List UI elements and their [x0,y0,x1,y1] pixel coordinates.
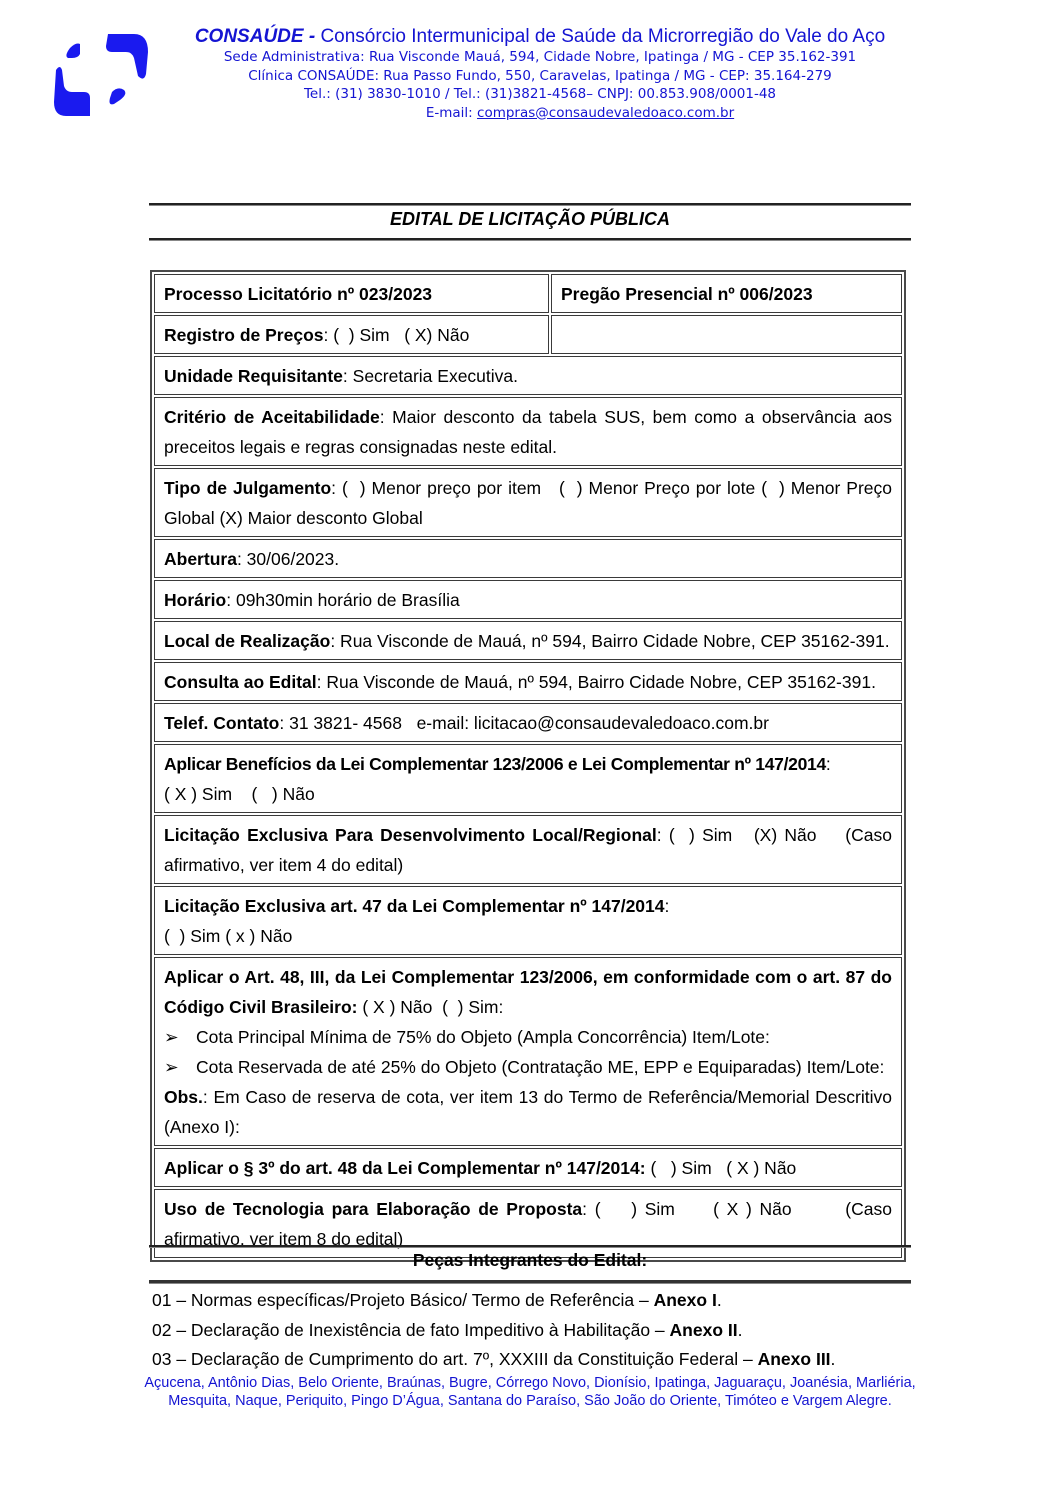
list-item: 03 – Declaração de Cumprimento do art. 7º, XXXIII da Constituição Federal – Anexo III. [152,1349,836,1369]
org-abbr: CONSAÚDE - [194,26,316,47]
pecas-rule-bottom [149,1280,911,1284]
consaude-logo-icon [48,30,152,120]
empty-cell [551,315,902,354]
table-row [153,1147,903,1188]
table-row [153,396,903,467]
table-row [153,355,903,396]
phones-cnpj: Tel.: (31) 3830-1010 / Tel.: (31)3821-4568– CNPJ: 00.853.908/0001-48 [303,86,777,102]
table-row [153,273,903,314]
local-cell: Local de Realização: Rua Visconde de Mauá, nº 594, Bairro Cidade Nobre, CEP 35162-391. [154,621,902,660]
beneficios-cell: Aplicar Benefícios da Lei Complementar 123/2006 e Lei Complementar nº 147/2014: ( X ) Sim ( ) Não [154,744,902,813]
list-item: ➢ Cota Reservada de até 25% do Objeto (Contratação ME, EPP e Equiparadas) Item/Lote: [164,1052,892,1082]
exclusiva-local-cell: Licitação Exclusiva Para Desenvolvimento Local/Regional: ( ) Sim (X) Não (Caso afirmativo, ver item 4 do edital) [154,815,902,884]
table-row [153,661,903,702]
email-line [160,104,920,123]
org-title [160,26,920,48]
unidade-cell: Unidade Requisitante: Secretaria Executiva. [154,356,902,395]
address-clinic: Clínica CONSAÚDE: Rua Passo Fundo, 550, Caravelas, Ipatinga / MG - CEP: 35.164-279 [248,67,832,84]
par3-cell: Aplicar o § 3º do art. 48 da Lei Complementar nº 147/2014: ( ) Sim ( X ) Não [154,1148,902,1187]
pregao-cell: Pregão Presencial nº 006/2023 [551,274,902,313]
obs-note: Obs.: Em Caso de reserva de cota, ver item 13 do Termo de Referência/Memorial Descritivo (Anexo I): [164,1087,892,1137]
table-row [153,538,903,579]
list-item: 02 – Declaração de Inexistência de fato Impeditivo à Habilitação – Anexo II. [152,1319,743,1340]
tipo-julgamento-cell: Tipo de Julgamento: ( ) Menor preço por item ( ) Menor Preço por lote ( ) Menor Preço Global (X) Maior desconto Global [154,468,902,537]
table-row [153,885,903,956]
title-rule-top [149,203,911,206]
email-label: E-mail: [425,104,473,121]
address-admin: Sede Administrativa: Rua Visconde Mauá, 594, Cidade Nobre, Ipatinga / MG - CEP 35.162-391 [223,49,857,65]
footer-line-1: Açucena, Antônio Dias, Belo Oriente, Braúnas, Bugre, Córrego Novo, Dionísio, Ipatinga, Jaguaraçu, Joanésia, Marliéria, [144,1375,916,1391]
exclusiva-art47-cell: Licitação Exclusiva art. 47 da Lei Complementar nº 147/2014: ( ) Sim ( x ) Não [154,886,902,955]
processo-cell: Processo Licitatório nº 023/2023 [154,274,549,313]
member-municipalities-footer [90,1374,970,1410]
consulta-cell: Consulta ao Edital: Rua Visconde de Mauá, nº 594, Bairro Cidade Nobre, CEP 35162-391. [154,662,902,701]
pecas-title: Peças Integrantes do Edital: [412,1250,648,1270]
title-rule-bottom [149,238,911,241]
table-row [153,314,903,355]
arrowhead-bullet-icon: ➢ [164,1057,179,1077]
letterhead [160,26,920,122]
footer-line-2: Mesquita, Naque, Periquito, Pingo D’Água, Santana do Paraíso, São João do Oriente, Timóteo e Vargem Alegre. [168,1393,892,1409]
org-name: Consórcio Intermunicipal de Saúde da Microrregião do Vale do Aço [320,26,886,47]
list-item: ➢ Cota Principal Mínima de 75% do Objeto (Ampla Concorrência) Item/Lote: [164,1022,892,1052]
table-row [153,956,903,1147]
criterio-cell: Critério de Aceitabilidade: Maior desconto da tabela SUS, bem como a observância aos preceitos legais e regras consignadas neste edital. [154,397,902,466]
tecnologia-cell: Uso de Tecnologia para Elaboração de Proposta: ( ) Sim ( X ) Não (Caso afirmativo, ver item 8 do edital) [154,1189,902,1258]
table-row [153,743,903,814]
email-link[interactable]: compras@consaudevaledoaco.com.br [477,104,735,121]
abertura-cell: Abertura: 30/06/2023. [154,539,902,578]
table-row [153,702,903,743]
list-item: 01 – Normas específicas/Projeto Básico/ Termo de Referência – Anexo I. [152,1290,722,1310]
table-row [153,579,903,620]
art48-cell: Aplicar o Art. 48, III, da Lei Complementar 123/2006, em conformidade com o art. 87 do Código Civil Brasileiro: ( X ) Não ( ) Sim: ➢ Cota Principal Mínima de 75% do Objeto (Ampla Concorrência) Item/Lote: ➢ Cota Reservada de até 25% do Objeto (Contratação ME, EPP e Equiparadas) Item/Lote: Obs.: Em Caso de reserva de cota, ver item 13 do Termo de Referência/Memorial Descritivo (Anexo I): [154,957,902,1146]
pecas-rule-top [149,1245,911,1248]
table-row [153,467,903,538]
table-row [153,1188,903,1259]
registro-cell: Registro de Preços: ( ) Sim ( X) Não [154,315,549,354]
edital-info-table [150,270,906,1262]
pecas-list [152,1286,912,1375]
horario-cell: Horário: 09h30min horário de Brasília [154,580,902,619]
table-row [153,814,903,885]
telefone-cell: Telef. Contato: 31 3821- 4568 e-mail: licitacao@consaudevaledoaco.com.br [154,703,902,742]
table-row [153,620,903,661]
page-title: EDITAL DE LICITAÇÃO PÚBLICA [390,209,670,229]
arrowhead-bullet-icon: ➢ [164,1027,179,1047]
